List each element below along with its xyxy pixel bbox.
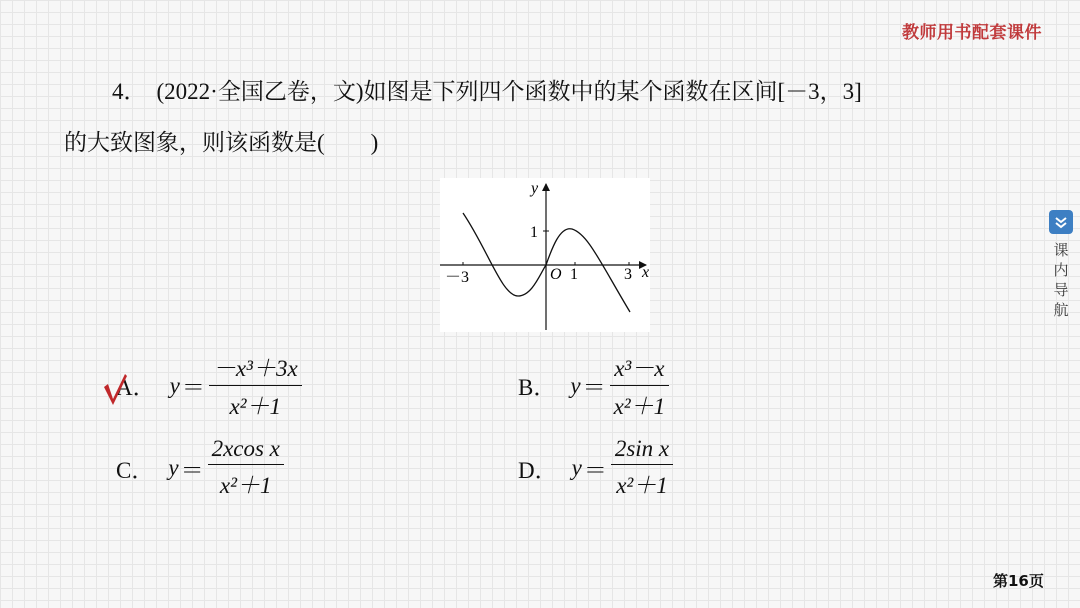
option-equals: ＝ [582, 375, 606, 400]
option-letter: A． [116, 375, 156, 400]
option-c[interactable] [116, 436, 284, 500]
option-d[interactable] [518, 436, 673, 500]
question-line-2: 的大致图象，则该函数是( ) [64, 130, 379, 155]
option-numerator: －x³＋3x [212, 356, 298, 381]
option-denominator: x²＋1 [229, 394, 282, 419]
chevron-down-icon[interactable] [1049, 210, 1073, 234]
option-fraction [610, 350, 670, 421]
option-numerator: 2xcos x [211, 436, 280, 461]
header-tag: 教师用书配套课件 [902, 23, 1042, 43]
side-nav-label[interactable]: 课内导航 [1051, 242, 1070, 322]
option-fraction [611, 436, 673, 500]
option-equals: ＝ [180, 457, 204, 483]
option-denominator: x²＋1 [219, 473, 272, 498]
option-fraction [208, 436, 284, 500]
x-axis-label: x [642, 264, 650, 281]
option-equals: ＝ [181, 375, 205, 400]
option-lhs: y [570, 372, 581, 398]
option-lhs: y [168, 455, 179, 480]
function-graph [440, 178, 650, 332]
option-numerator: x³－x [614, 356, 665, 381]
graph-svg [440, 178, 650, 332]
tick-label-1: 1 [570, 266, 578, 283]
tick-label-3: 3 [624, 266, 632, 283]
page-number: 第16页 [993, 572, 1044, 590]
side-nav[interactable] [1046, 210, 1076, 322]
origin-label: O [550, 266, 562, 283]
option-lhs: y [571, 455, 582, 480]
question-number: 4． [112, 79, 147, 104]
check-mark-icon [101, 372, 129, 408]
option-letter: B． [518, 375, 557, 400]
tick-label-y-1: 1 [530, 224, 538, 241]
option-equals: ＝ [583, 457, 607, 483]
option-letter: D． [518, 457, 558, 483]
option-a[interactable] [116, 350, 302, 421]
tick-label-neg3: －3 [445, 269, 470, 286]
option-denominator: x²＋1 [613, 394, 666, 419]
y-axis-label: y [531, 180, 539, 197]
option-b[interactable] [518, 350, 669, 421]
option-lhs: y [169, 372, 180, 398]
question-line-1 [112, 77, 862, 107]
option-denominator: x²＋1 [616, 473, 668, 498]
question-text-1: (2022·全国乙卷，文)如图是下列四个函数中的某个函数在区间[－3，3] [156, 79, 862, 104]
option-fraction [209, 350, 302, 421]
option-letter: C． [116, 457, 155, 483]
option-numerator: 2sin x [614, 436, 670, 461]
